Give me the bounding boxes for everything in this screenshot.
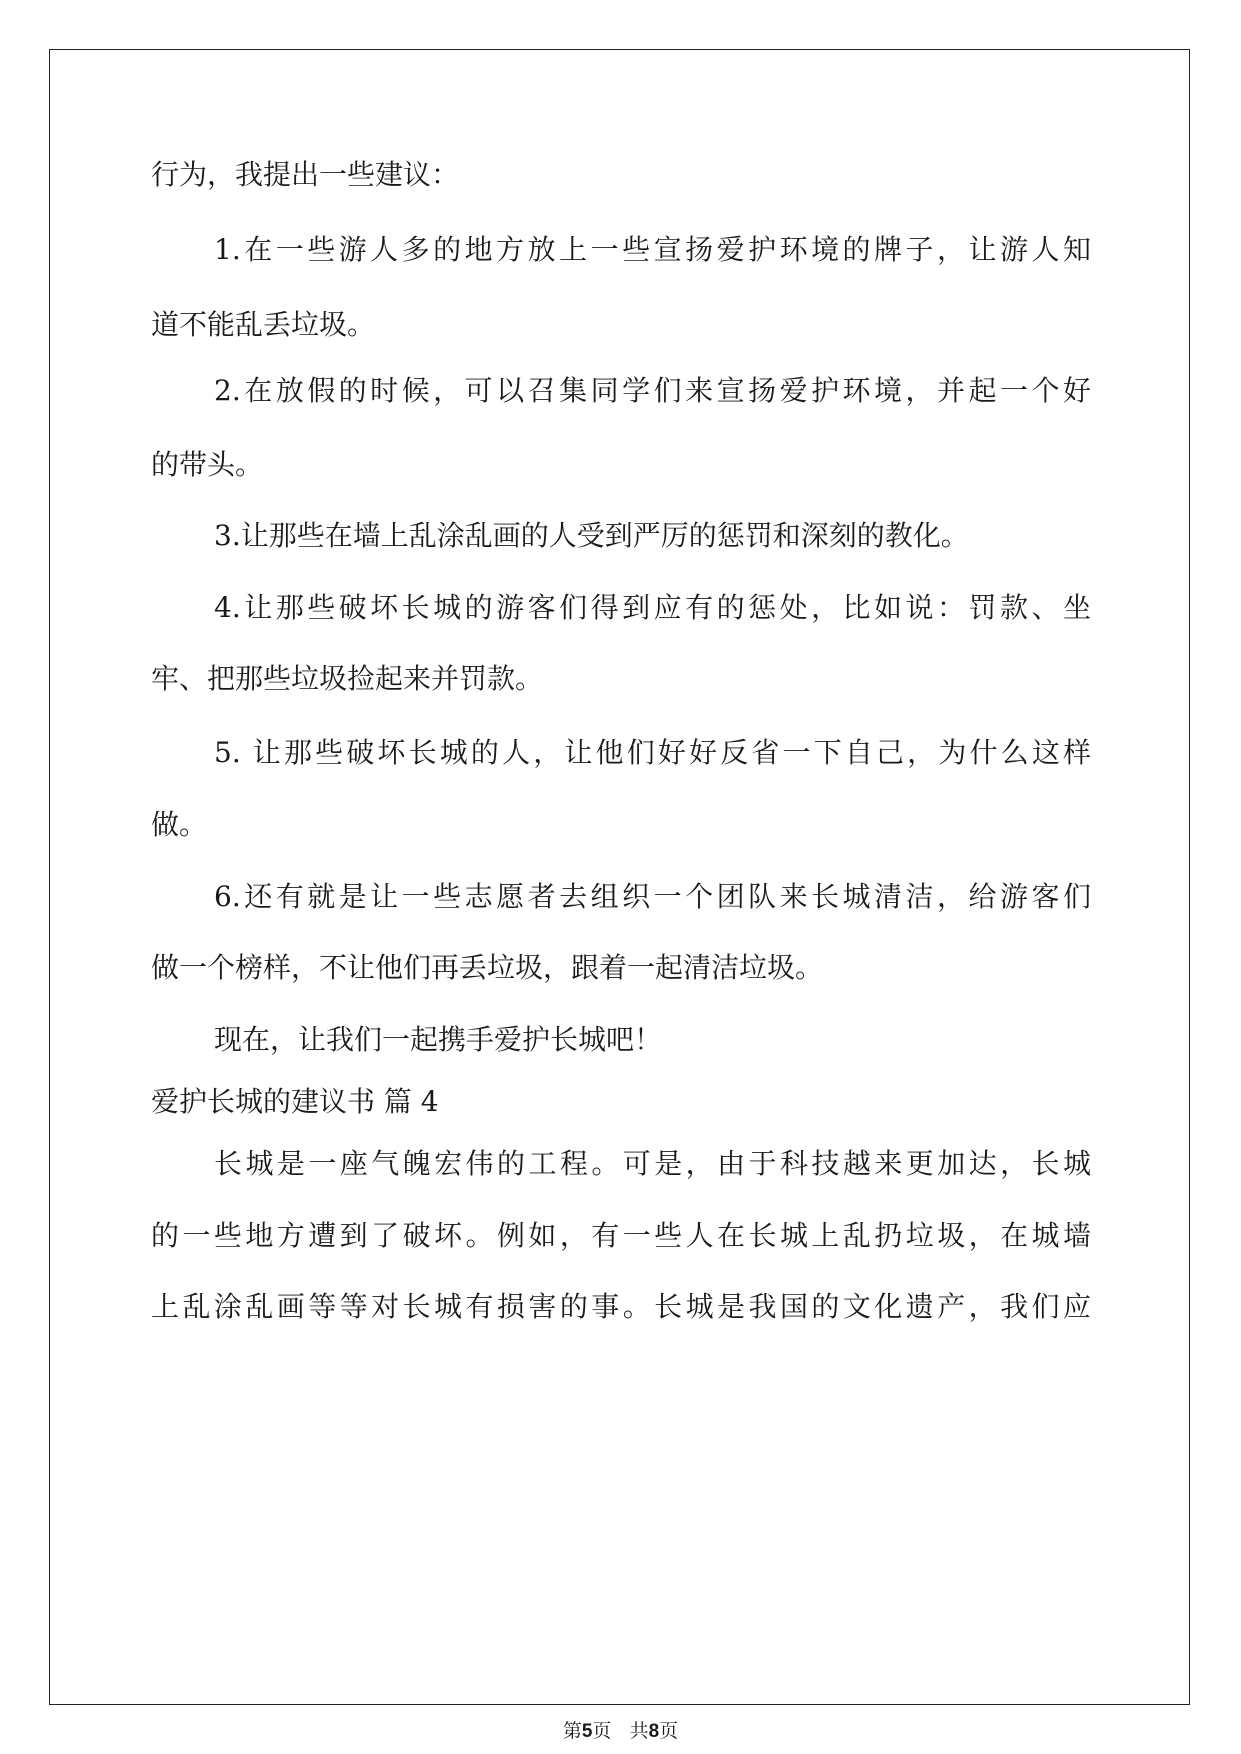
footer-total-unit: 页 xyxy=(659,1720,679,1742)
text-line: 做。 xyxy=(151,808,208,841)
current-page-number: 5 xyxy=(581,1721,593,1742)
text-line: 上乱涂乱画等等对长城有损害的事。长城是我国的文化遗产，我们应 xyxy=(151,1290,1091,1323)
text-line: 长城是一座气魄宏伟的工程。可是，由于科技越来更加达，长城 xyxy=(214,1147,1091,1180)
text-line: 道不能乱丢垃圾。 xyxy=(151,308,376,341)
text-line: 1.在一些游人多的地方放上一些宣扬爱护环境的牌子，让游人知 xyxy=(214,233,1091,266)
text-line: 的带头。 xyxy=(151,448,264,481)
footer-total-prefix: 共 xyxy=(629,1720,649,1742)
text-line: 3.让那些在墙上乱涂乱画的人受到严厉的惩罚和深刻的教化。 xyxy=(214,519,969,552)
text-line: 现在，让我们一起携手爱护长城吧！ xyxy=(214,1023,663,1056)
text-line: 行为，我提出一些建议： xyxy=(151,158,460,191)
total-page-number: 8 xyxy=(648,1721,660,1742)
text-line: 做一个榜样，不让他们再丢垃圾，跟着一起清洁垃圾。 xyxy=(151,951,824,984)
text-line: 6.还有就是让一些志愿者去组织一个团队来长城清洁，给游客们 xyxy=(214,880,1091,913)
section-heading: 爱护长城的建议书 篇 4 xyxy=(151,1085,439,1118)
text-line: 4.让那些破坏长城的游客们得到应有的惩处，比如说：罚款、坐 xyxy=(214,591,1091,624)
text-line: 牢、把那些垃圾捡起来并罚款。 xyxy=(151,662,544,695)
footer-prefix: 第 xyxy=(562,1720,582,1742)
text-line: 2.在放假的时候，可以召集同学们来宣扬爱护环境，并起一个好 xyxy=(214,374,1091,407)
text-line: 的一些地方遭到了破坏。例如，有一些人在长城上乱扔垃圾，在城墙 xyxy=(151,1219,1091,1252)
footer-page-unit: 页 xyxy=(592,1720,612,1742)
page-footer xyxy=(0,1719,1241,1744)
text-line: 5. 让那些破坏长城的人，让他们好好反省一下自己，为什么这样 xyxy=(214,736,1091,769)
